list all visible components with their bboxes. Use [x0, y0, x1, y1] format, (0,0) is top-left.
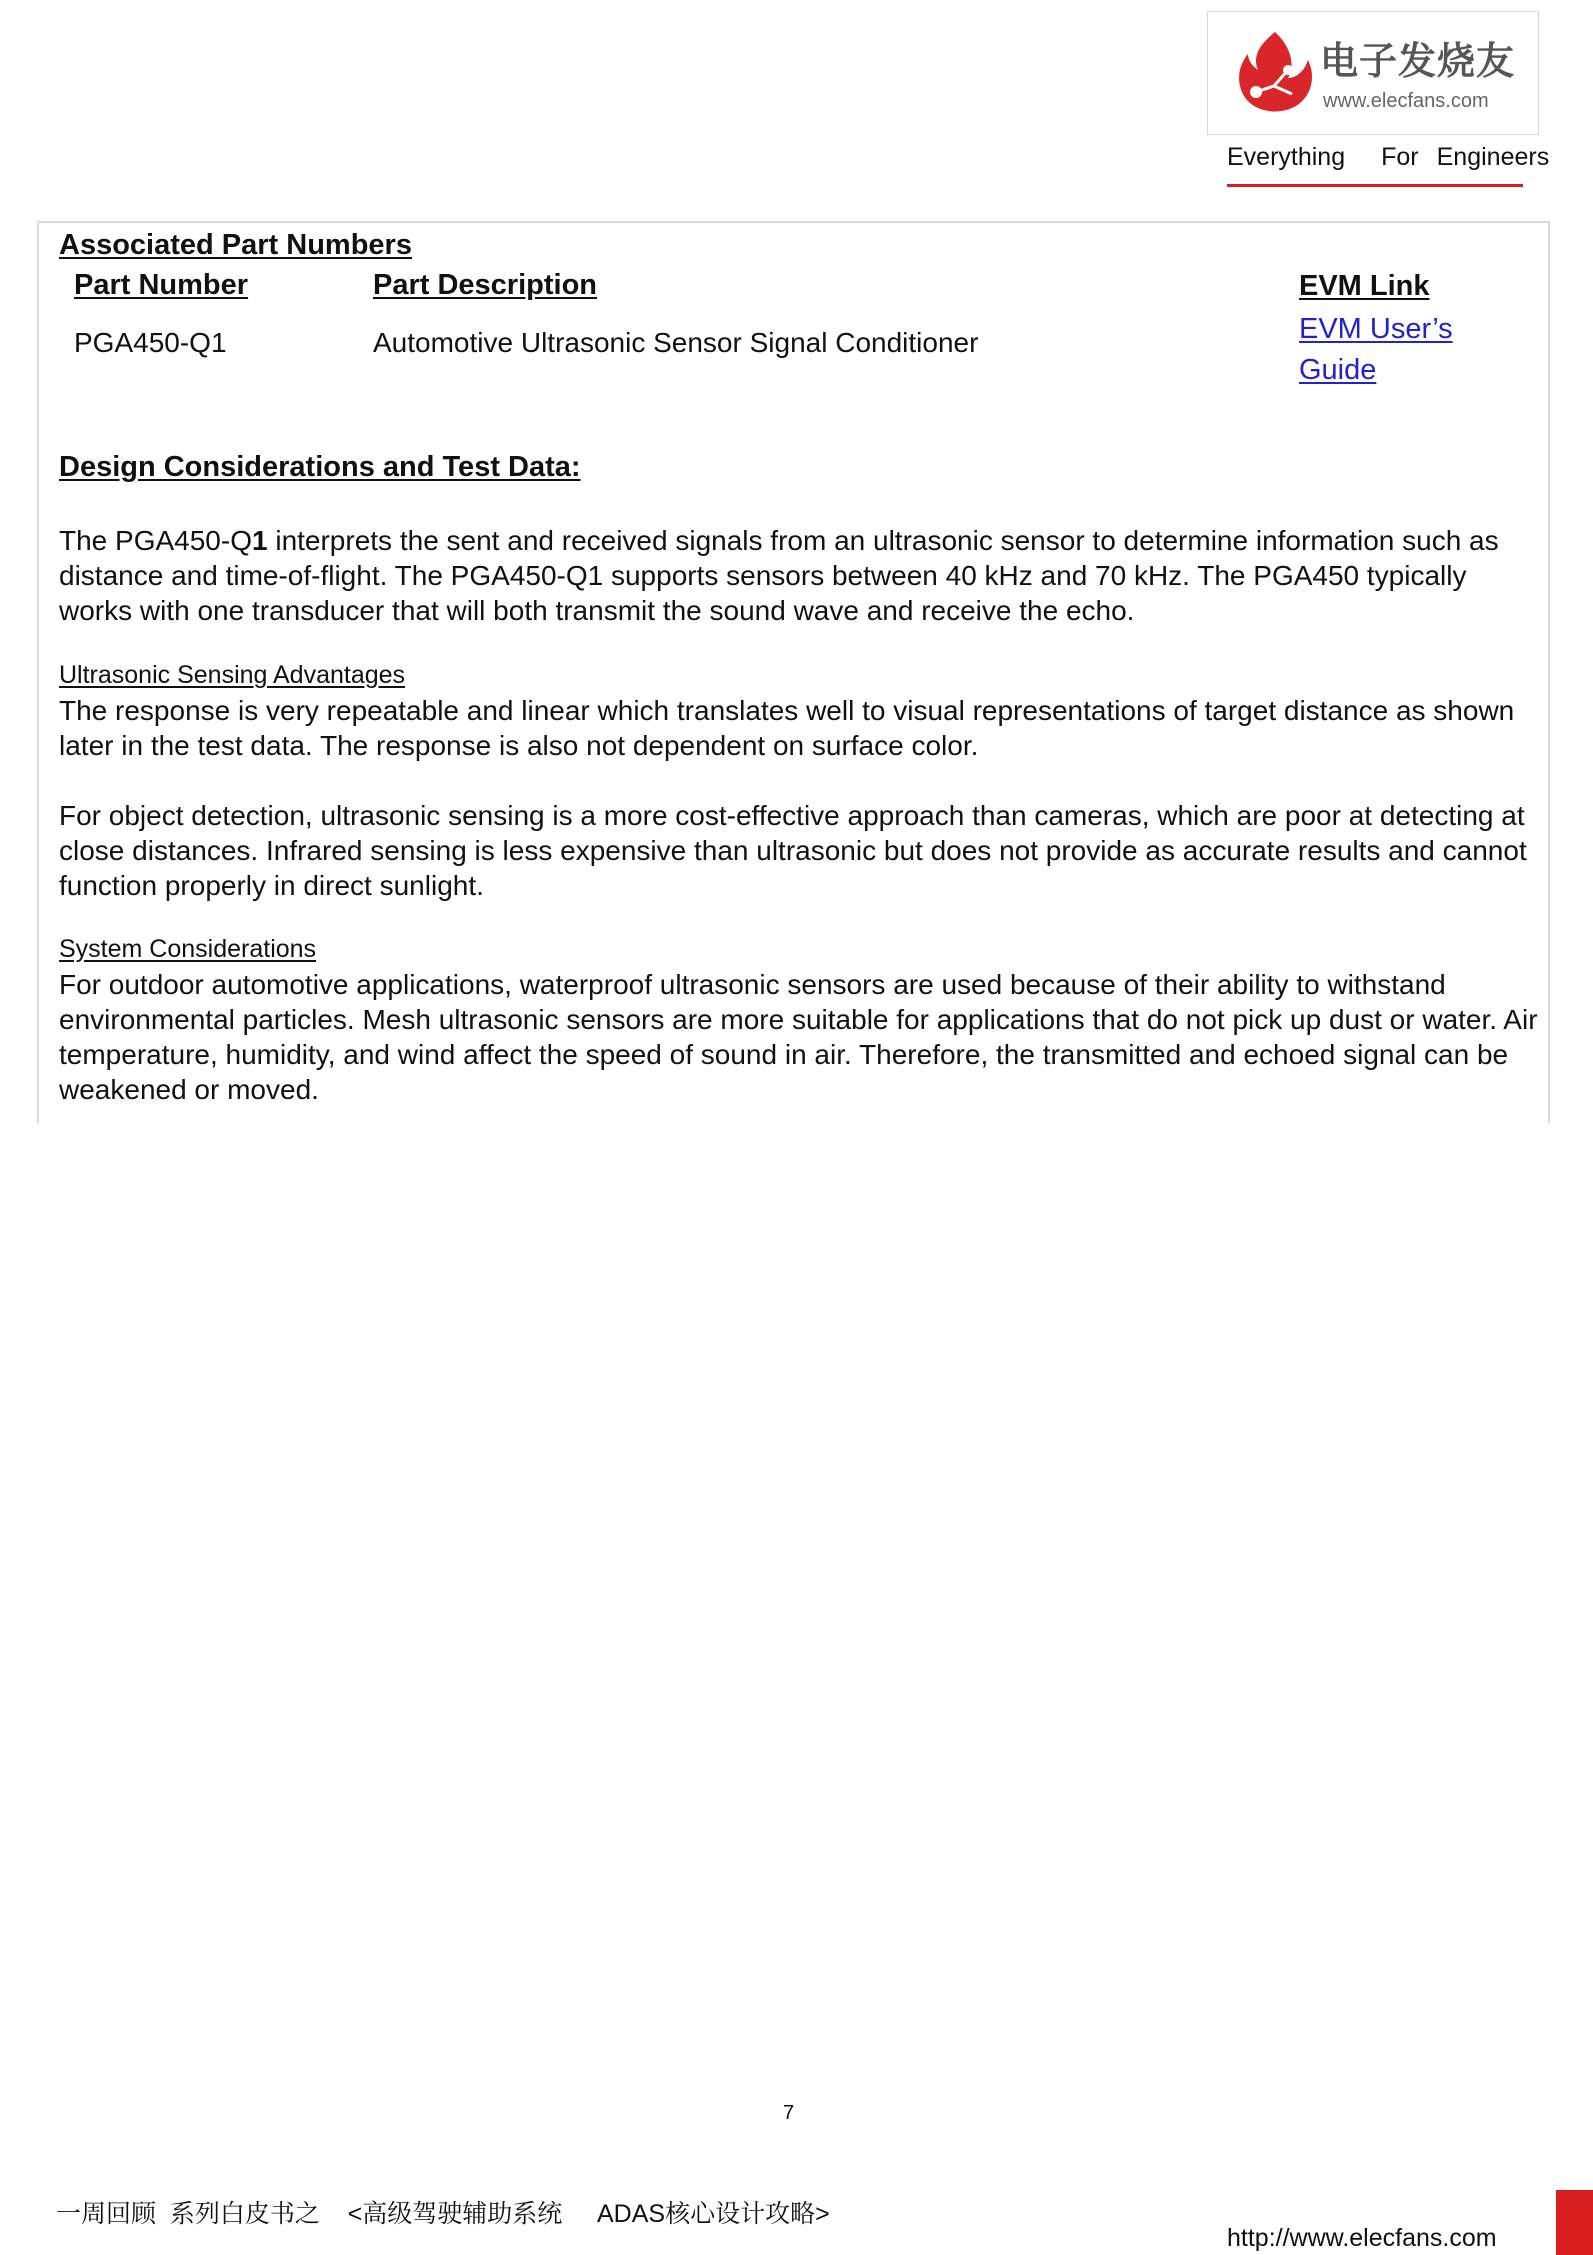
tagline-word: Engineers: [1436, 143, 1550, 171]
logo-text: 电子发烧友: [1320, 38, 1516, 83]
associated-parts-heading: Associated Part Numbers: [59, 229, 412, 261]
footer-accent-bar: [1556, 2190, 1593, 2255]
intro-text: interprets the sent and received signals from an ultrasonic sensor to determine information such as distance and time-of-flight. The PGA450-Q1 supports sensors between 40 kHz and 70 kHz. The PGA450 typically works with one transducer that will both transmit the sound wave and receive the echo.: [59, 525, 1499, 626]
column-header-part-number: Part Number: [74, 269, 249, 301]
logo-url: www.elecfans.com: [1323, 90, 1489, 112]
intro-bold-text: 1: [251, 525, 268, 556]
evm-link-line[interactable]: EVM User’s: [1299, 313, 1453, 345]
intro-text: The PGA450-Q: [59, 525, 252, 556]
part-description-cell: Automotive Ultrasonic Sensor Signal Conditioner: [373, 327, 979, 358]
evm-link-line[interactable]: Guide: [1299, 354, 1377, 386]
circuit-logo-icon: [1230, 26, 1320, 118]
object-detection-paragraph: For object detection, ultrasonic sensing is a more cost-effective approach than cameras, which are poor at detecting at close distances. Infrared sensing is less expensive than ultrasonic but does not provide as accurate results and cannot function properly in direct sunlight.: [59, 800, 1527, 901]
content-panel: [37, 221, 1550, 1123]
column-header-part-description: Part Description: [373, 269, 597, 301]
footer-series-title: 一周回顾 系列白皮书之 <高级驾驶辅助系统 ADAS核心设计攻略>: [56, 2200, 830, 2228]
tagline-underline: [1227, 184, 1523, 187]
part-number-cell: PGA450-Q1: [74, 327, 227, 358]
intro-paragraph: [59, 523, 1539, 628]
design-considerations-heading: Design Considerations and Test Data:: [59, 451, 581, 483]
page-number: 7: [783, 2102, 795, 2124]
tagline-word: Everything: [1227, 143, 1346, 171]
system-considerations-paragraph: For outdoor automotive applications, waterproof ultrasonic sensors are used because of their ability to withstand environmental particles. Mesh ultrasonic sensors are more suitable for applications that do not pick up dust or water. Air temperature, humidity, and wind affect the speed of sound in air. Therefore, the transmitted and echoed signal can be weakened or moved.: [59, 969, 1538, 1105]
site-logo[interactable]: [1207, 11, 1539, 135]
ultrasonic-advantages-heading: Ultrasonic Sensing Advantages: [59, 661, 406, 689]
tagline: [1227, 143, 1549, 172]
advantages-paragraph: The response is very repeatable and linear which translates well to visual representations of target distance as shown later in the test data. The response is also not dependent on surface color.: [59, 695, 1515, 761]
column-header-evm-link: EVM Link: [1299, 270, 1430, 302]
footer-url[interactable]: http://www.elecfans.com: [1227, 2224, 1497, 2252]
system-considerations-heading: System Considerations: [59, 935, 317, 963]
evm-users-guide-link[interactable]: [1299, 311, 1453, 393]
tagline-word: For: [1381, 143, 1419, 171]
